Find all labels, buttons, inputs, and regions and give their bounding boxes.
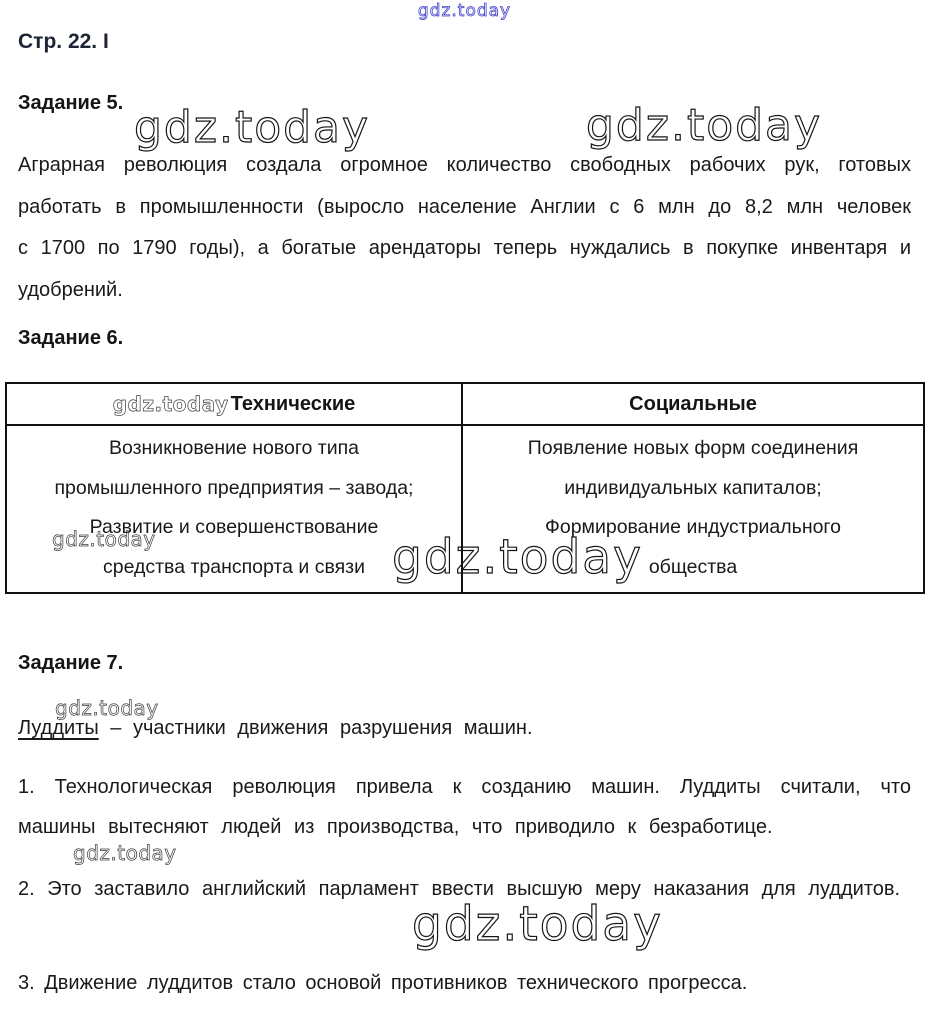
table-line: Появление новых форм соединения xyxy=(527,437,859,459)
watermark-point1: gdz.today xyxy=(73,841,177,865)
table-line: промышленного предприятия – завода; xyxy=(54,476,414,499)
task6-title: Задание 6. xyxy=(18,327,124,349)
definition-term: Луддиты xyxy=(18,717,99,739)
task5-paragraph: Аграрная революция создала огромное количество свободных рабочих рук, готовых работать в промышленности (выросло население Англии с 6 млн до 8,2 млн человек с 1700 по 1790 годы), а богатые арендаторы теперь нуждались в покупке инвентаря и удобрений. xyxy=(18,154,911,301)
task7-point-3: 3. Движение луддитов стало основой противников технического прогресса. xyxy=(18,972,748,994)
watermark-table-large: gdz.today xyxy=(392,530,643,585)
task7-definition xyxy=(18,708,911,748)
table-header-technical xyxy=(7,384,463,424)
task7-point-2: 2. Это заставило английский парламент ввести высшую меру наказания для луддитов. xyxy=(18,878,901,900)
watermark-task7: gdz.today xyxy=(55,696,159,720)
definition-rest: – участники движения разрушения машин. xyxy=(98,717,533,739)
watermark-large-left: gdz.today xyxy=(134,102,371,153)
watermark-top: gdz.today xyxy=(417,1,512,21)
table-line: Возникновение нового типа xyxy=(108,437,360,459)
table-header-social-label: Социальные xyxy=(629,392,757,415)
watermark-table-cell: gdz.today xyxy=(52,527,156,551)
table-header-row xyxy=(7,384,923,426)
watermark-large-right: gdz.today xyxy=(586,100,823,151)
task5-title: Задание 5. xyxy=(18,92,124,114)
table-header-technical-label: Технические xyxy=(230,392,356,415)
table-header-social xyxy=(463,384,923,424)
table-line: Формирование индустриального xyxy=(545,516,841,538)
watermark-bottom-large: gdz.today xyxy=(412,897,663,952)
task7-point-1: 1. Технологическая революция привела к созданию машин. Луддиты считали, что машины вытесняют людей из производства, что приводило к безработице. xyxy=(18,776,911,838)
table-line: индивидуальных капиталов; xyxy=(564,476,822,499)
table-line: общества xyxy=(648,555,738,578)
page-number-label: Стр. 22. I xyxy=(18,30,109,53)
task7-title: Задание 7. xyxy=(18,652,124,674)
table-line: Развитие и совершенствование xyxy=(89,516,379,538)
watermark-header-inline: gdz.today xyxy=(112,392,229,416)
table-line: средства транспорта и связи xyxy=(102,555,365,578)
